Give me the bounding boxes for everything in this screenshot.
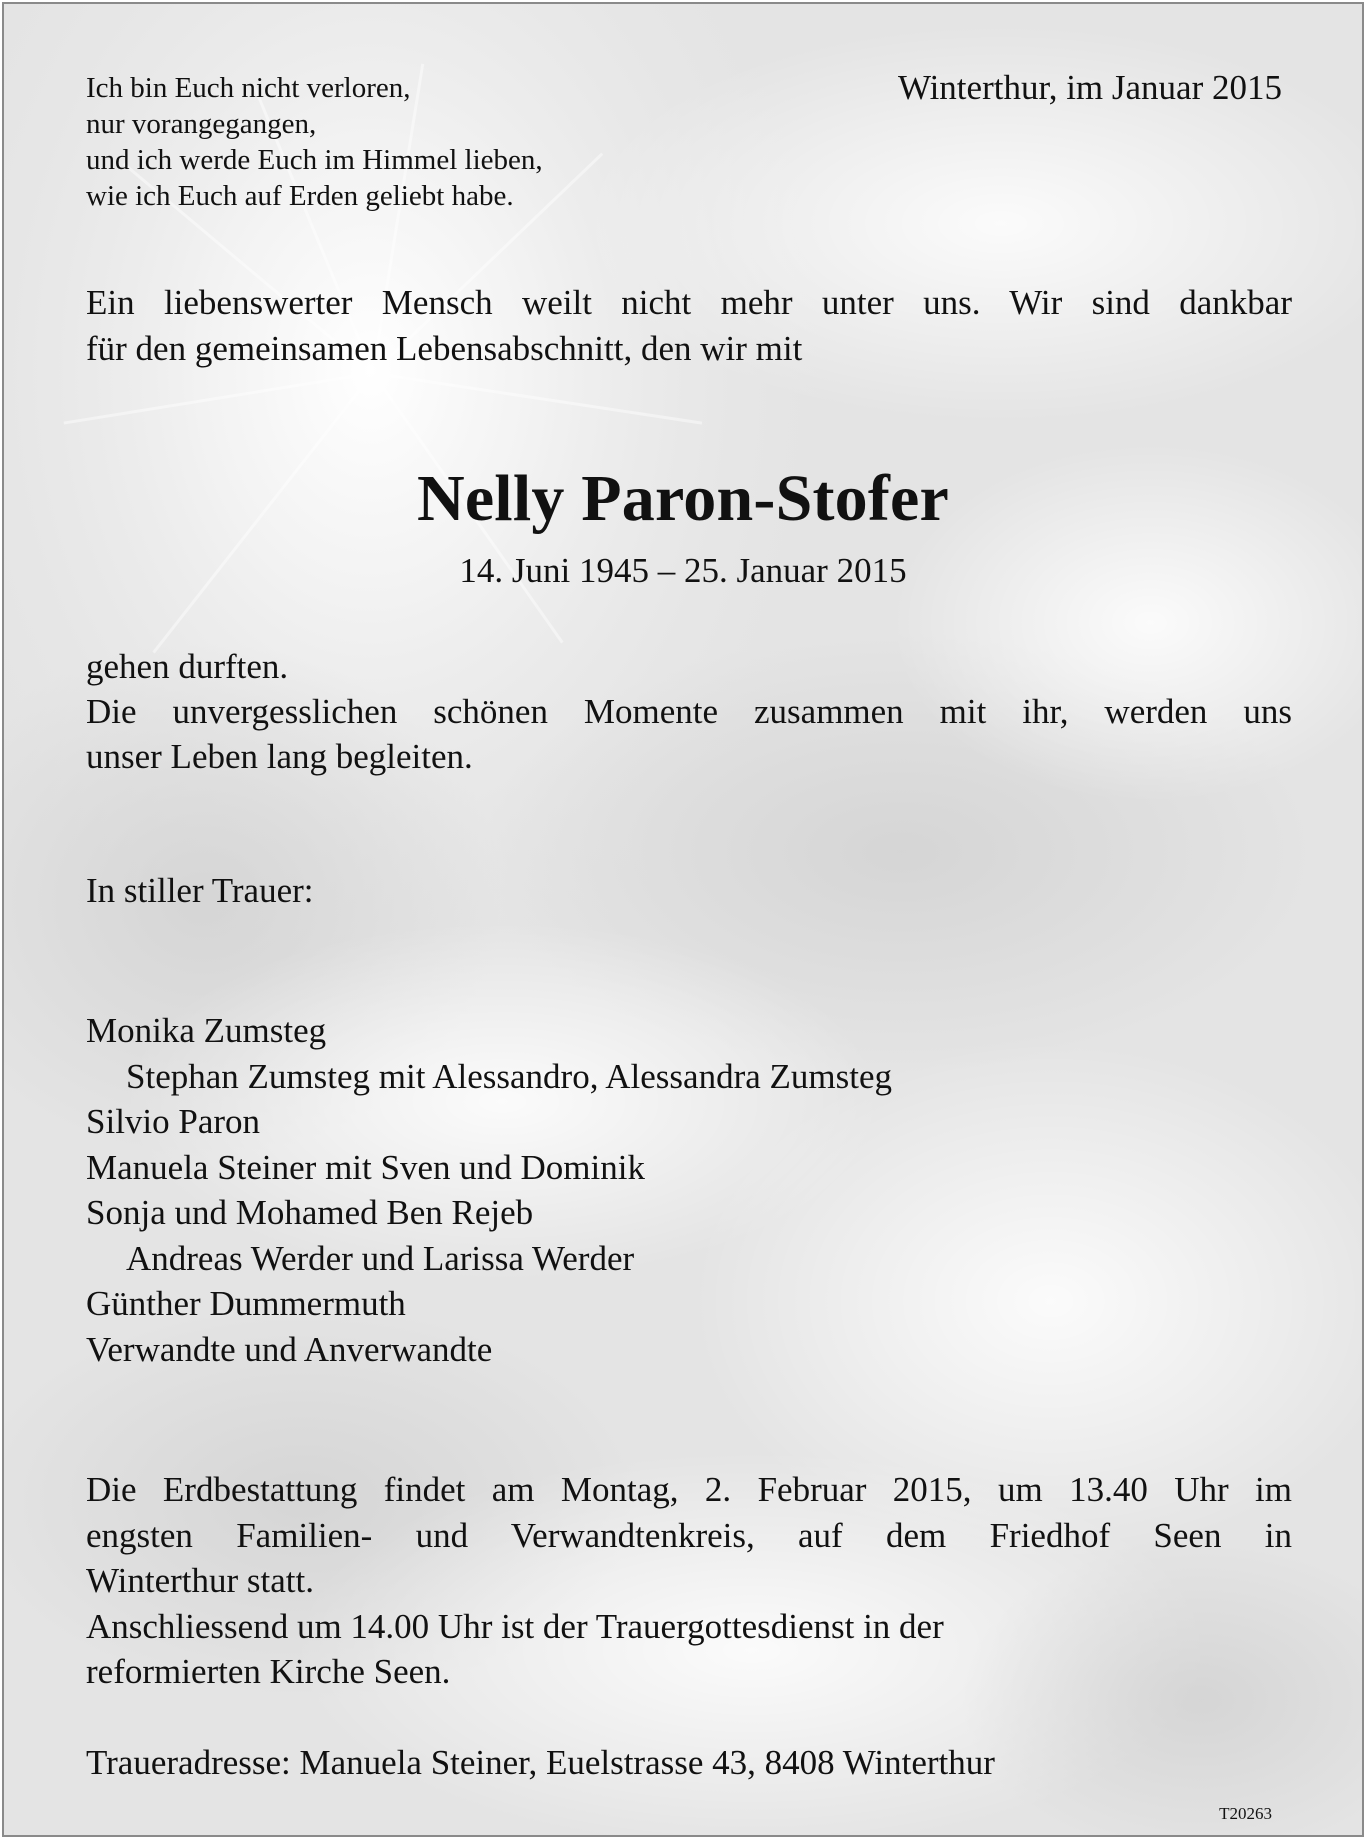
- funeral-line: Winterthur statt.: [86, 1561, 314, 1600]
- funeral-line: reformierten Kirche Seen.: [86, 1652, 451, 1691]
- deceased-name: Nelly Paron-Stofer: [416, 462, 950, 535]
- place-and-date: Winterthur, im Januar 2015: [897, 68, 1282, 107]
- mourner-item: Manuela Steiner mit Sven und Dominik: [86, 1147, 645, 1187]
- life-dates: 14. Juni 1945 – 25. Januar 2015: [459, 551, 907, 590]
- body-paragraph: [86, 644, 1292, 779]
- poem-line: wie ich Euch auf Erden geliebt habe.: [86, 180, 514, 212]
- deceased-block: [4, 459, 1362, 593]
- mourner-item: Monika Zumsteg: [86, 1011, 327, 1050]
- body-line: gehen durften.: [86, 647, 289, 686]
- body-line: unser Leben lang begleiten.: [86, 737, 473, 776]
- funeral-details: [86, 1467, 1292, 1695]
- intro-line: für den gemeinsamen Lebensabschnitt, den wir mit: [86, 329, 803, 368]
- reference-code: T20263: [1219, 1804, 1272, 1823]
- mourning-address: Traueradresse: Manuela Steiner, Euelstrasse 43, 8408 Winterthur: [86, 1743, 995, 1782]
- funeral-line: Anschliessend um 14.00 Uhr ist der Trauergottesdienst in der: [86, 1606, 944, 1646]
- mourner-item: Stephan Zumsteg mit Alessandro, Alessandra Zumsteg: [126, 1056, 893, 1096]
- mourner-item: Andreas Werder und Larissa Werder: [126, 1238, 635, 1278]
- mourner-item: Silvio Paron: [86, 1102, 261, 1141]
- funeral-line: Die Erdbestattung findet am Montag, 2. Februar 2015, um 13.40 Uhr im: [86, 1470, 1292, 1509]
- mourners-list: [86, 1008, 892, 1372]
- poem-line: und ich werde Euch im Himmel lieben,: [86, 144, 543, 176]
- poem-line: nur vorangegangen,: [86, 108, 317, 140]
- intro-paragraph: [86, 280, 1292, 372]
- mourning-heading: In stiller Trauer:: [86, 871, 314, 910]
- poem-line: Ich bin Euch nicht verloren,: [86, 72, 411, 104]
- obituary-card: [2, 2, 1364, 1837]
- body-line: Die unvergesslichen schönen Momente zusammen mit ihr, werden uns: [86, 692, 1292, 731]
- funeral-line: engsten Familien- und Verwandtenkreis, auf dem Friedhof Seen in: [86, 1515, 1292, 1555]
- mourner-item: Sonja und Mohamed Ben Rejeb: [86, 1193, 534, 1232]
- mourner-item: Verwandte und Anverwandte: [86, 1329, 493, 1369]
- poem: [86, 70, 543, 214]
- mourner-item: Günther Dummermuth: [86, 1284, 406, 1323]
- intro-line: Ein liebenswerter Mensch weilt nicht mehr unter uns. Wir sind dankbar: [86, 283, 1292, 322]
